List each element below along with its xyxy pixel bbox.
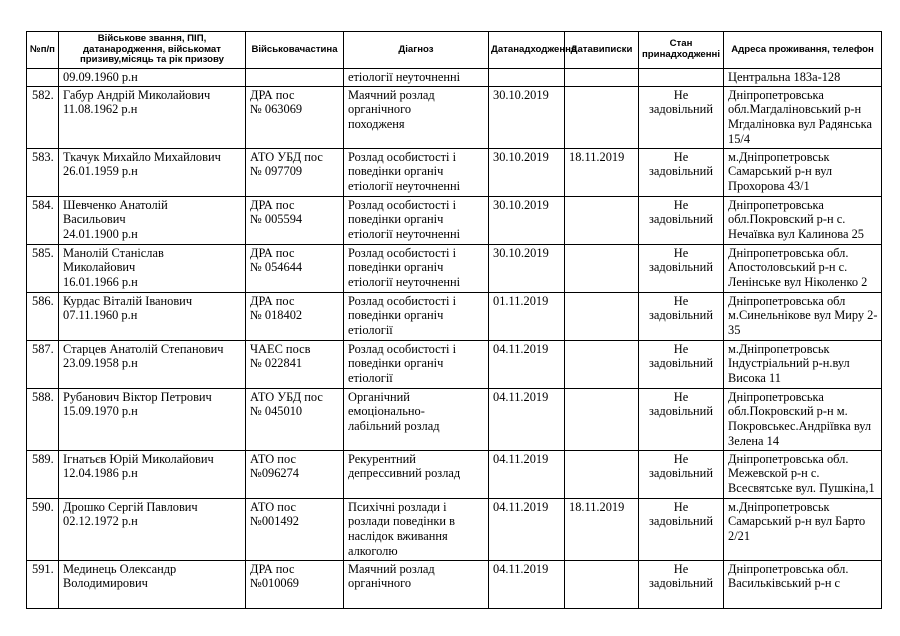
cell-number: 583. [27, 148, 59, 196]
table-row [27, 340, 882, 388]
cell-admission-state: Не задовільний [639, 86, 724, 148]
header-admission-date: Датанадходження [489, 32, 565, 69]
cell-person: Рубанович Віктор Петрович 15.09.1970 р.н [59, 388, 246, 450]
header-discharge-date: Датавиписки [565, 32, 639, 69]
cell-discharge-date: 18.11.2019 [565, 498, 639, 560]
cell-diagnosis: Розлад особистості і поведінки органіч етіології [344, 292, 489, 340]
patient-register-table [26, 31, 882, 609]
cell-military-unit: ЧАЕС посв № 022841 [246, 340, 344, 388]
cell-person: Манолій Станіслав Миколайович 16.01.1966 р.н [59, 244, 246, 292]
cell-military-unit: АТО УБД пос № 045010 [246, 388, 344, 450]
cell-person: Мединець Олександр Володимирович [59, 560, 246, 608]
cell-admission-state: Не задовільний [639, 244, 724, 292]
cell-military-unit: АТО пос №001492 [246, 498, 344, 560]
cell-number [27, 68, 59, 86]
cell-address: Дніпропетровська обл. Апостоловський р-н с. Ленінське вул Ніколенко 2 [724, 244, 882, 292]
cell-person: Шевченко Анатолій Васильович 24.01.1900 р.н [59, 196, 246, 244]
header-person: Військове звання, ПІП, датанародження, військомат призиву,місяць та рік призову [59, 32, 246, 69]
cell-person: Ігнатьєв Юрій Миколайович 12.04.1986 р.н [59, 450, 246, 498]
cell-admission-state: Не задовільний [639, 388, 724, 450]
cell-admission-date: 30.10.2019 [489, 244, 565, 292]
cell-number: 584. [27, 196, 59, 244]
cell-person: Дрошко Сергій Павлович 02.12.1972 р.н [59, 498, 246, 560]
table-row [27, 86, 882, 148]
cell-number: 589. [27, 450, 59, 498]
cell-address: Дніпропетровська обл.Покровский р-н м. Покровськес.Андріївка вул Зелена 14 [724, 388, 882, 450]
cell-admission-state: Не задовільний [639, 498, 724, 560]
cell-diagnosis: Психічні розлади і розлади поведінки в наслідок вживання алкоголю [344, 498, 489, 560]
cell-person: 09.09.1960 р.н [59, 68, 246, 86]
table-row [27, 196, 882, 244]
cell-address: Дніпропетровська обл.Покровский р-н с. Нечаївка вул Калинова 25 [724, 196, 882, 244]
cell-military-unit: ДРА пос № 063069 [246, 86, 344, 148]
cell-diagnosis: Рекурентний депресcивний розлад [344, 450, 489, 498]
cell-diagnosis: Маячний розлад органічного [344, 560, 489, 608]
table-row [27, 450, 882, 498]
cell-address: м.Дніпропетровськ Індустріальний р-н.вул Висока 11 [724, 340, 882, 388]
cell-military-unit: АТО УБД пос № 097709 [246, 148, 344, 196]
cell-admission-date: 04.11.2019 [489, 450, 565, 498]
header-unit: Військовачастина [246, 32, 344, 69]
cell-discharge-date [565, 68, 639, 86]
cell-admission-date: 01.11.2019 [489, 292, 565, 340]
cell-address: Дніпропетровська обл. Васильківський р-н с [724, 560, 882, 608]
cell-admission-date: 30.10.2019 [489, 86, 565, 148]
cell-number: 586. [27, 292, 59, 340]
cell-diagnosis: Маячний розлад органічного походженя [344, 86, 489, 148]
cell-person: Габур Андрій Миколайович 11.08.1962 р.н [59, 86, 246, 148]
cell-military-unit: ДРА пос № 005594 [246, 196, 344, 244]
table-row [27, 244, 882, 292]
cell-discharge-date [565, 86, 639, 148]
cell-admission-state: Не задовільний [639, 148, 724, 196]
cell-number: 591. [27, 560, 59, 608]
cell-number: 590. [27, 498, 59, 560]
cell-person: Старцев Анатолій Степанович 23.09.1958 р.н [59, 340, 246, 388]
cell-admission-state: Не задовільний [639, 292, 724, 340]
cell-discharge-date [565, 244, 639, 292]
table-row [27, 560, 882, 608]
cell-admission-state: Не задовільний [639, 560, 724, 608]
cell-number: 588. [27, 388, 59, 450]
table-row [27, 292, 882, 340]
cell-military-unit: ДРА пос №010069 [246, 560, 344, 608]
cell-number: 587. [27, 340, 59, 388]
cell-number: 582. [27, 86, 59, 148]
cell-diagnosis: Органічний емоціонально- лабільний розлад [344, 388, 489, 450]
cell-number: 585. [27, 244, 59, 292]
header-address: Адреса проживання, телефон [724, 32, 882, 69]
cell-military-unit: ДРА пос № 018402 [246, 292, 344, 340]
cell-diagnosis: Розлад особистості і поведінки органіч етіології неуточненні [344, 148, 489, 196]
cell-military-unit [246, 68, 344, 86]
header-admission-state: Стан принадходженні [639, 32, 724, 69]
cell-address: м.Дніпропетровськ Самарський р-н вул Барто 2/21 [724, 498, 882, 560]
cell-discharge-date [565, 560, 639, 608]
cell-person: Курдас Віталій Іванович 07.11.1960 р.н [59, 292, 246, 340]
cell-admission-date: 04.11.2019 [489, 340, 565, 388]
cell-diagnosis: Розлад особистості і поведінки органіч етіології неуточненні [344, 244, 489, 292]
cell-admission-date: 04.11.2019 [489, 388, 565, 450]
table-header-row [27, 32, 882, 69]
table-row [27, 498, 882, 560]
cell-discharge-date: 18.11.2019 [565, 148, 639, 196]
cell-diagnosis: етіології неуточненні [344, 68, 489, 86]
cell-address: Дніпропетровська обл м.Синельнікове вул Миру 2- 35 [724, 292, 882, 340]
cell-address: Дніпропетровська обл. Межевской р-н с. Всесвятське вул. Пушкіна,1 [724, 450, 882, 498]
cell-address: Дніпропетровська обл.Магдаліновський р-н Мгдаліновка вул Радянська 15/4 [724, 86, 882, 148]
table-row [27, 148, 882, 196]
cell-military-unit: АТО пос №096274 [246, 450, 344, 498]
cell-admission-date: 30.10.2019 [489, 148, 565, 196]
header-diagnosis: Діагноз [344, 32, 489, 69]
cell-admission-date [489, 68, 565, 86]
cell-discharge-date [565, 292, 639, 340]
cell-discharge-date [565, 340, 639, 388]
cell-military-unit: ДРА пос № 054644 [246, 244, 344, 292]
cell-admission-date: 04.11.2019 [489, 560, 565, 608]
cell-discharge-date [565, 450, 639, 498]
cell-diagnosis: Розлад особистості і поведінки органіч етіології неуточненні [344, 196, 489, 244]
cell-discharge-date [565, 196, 639, 244]
cell-admission-date: 30.10.2019 [489, 196, 565, 244]
cell-discharge-date [565, 388, 639, 450]
cell-address: Центральна 183а-128 [724, 68, 882, 86]
cell-admission-state [639, 68, 724, 86]
cell-diagnosis: Розлад особистості і поведінки органіч етіології [344, 340, 489, 388]
cell-admission-state: Не задовільний [639, 340, 724, 388]
cell-address: м.Дніпропетровськ Самарський р-н вул Прохорова 43/1 [724, 148, 882, 196]
cell-admission-state: Не задовільний [639, 196, 724, 244]
cell-admission-state: Не задовільний [639, 450, 724, 498]
cell-person: Ткачук Михайло Михайлович 26.01.1959 р.н [59, 148, 246, 196]
table-row [27, 68, 882, 86]
cell-admission-date: 04.11.2019 [489, 498, 565, 560]
header-number: №п/п [27, 32, 59, 69]
table-row [27, 388, 882, 450]
